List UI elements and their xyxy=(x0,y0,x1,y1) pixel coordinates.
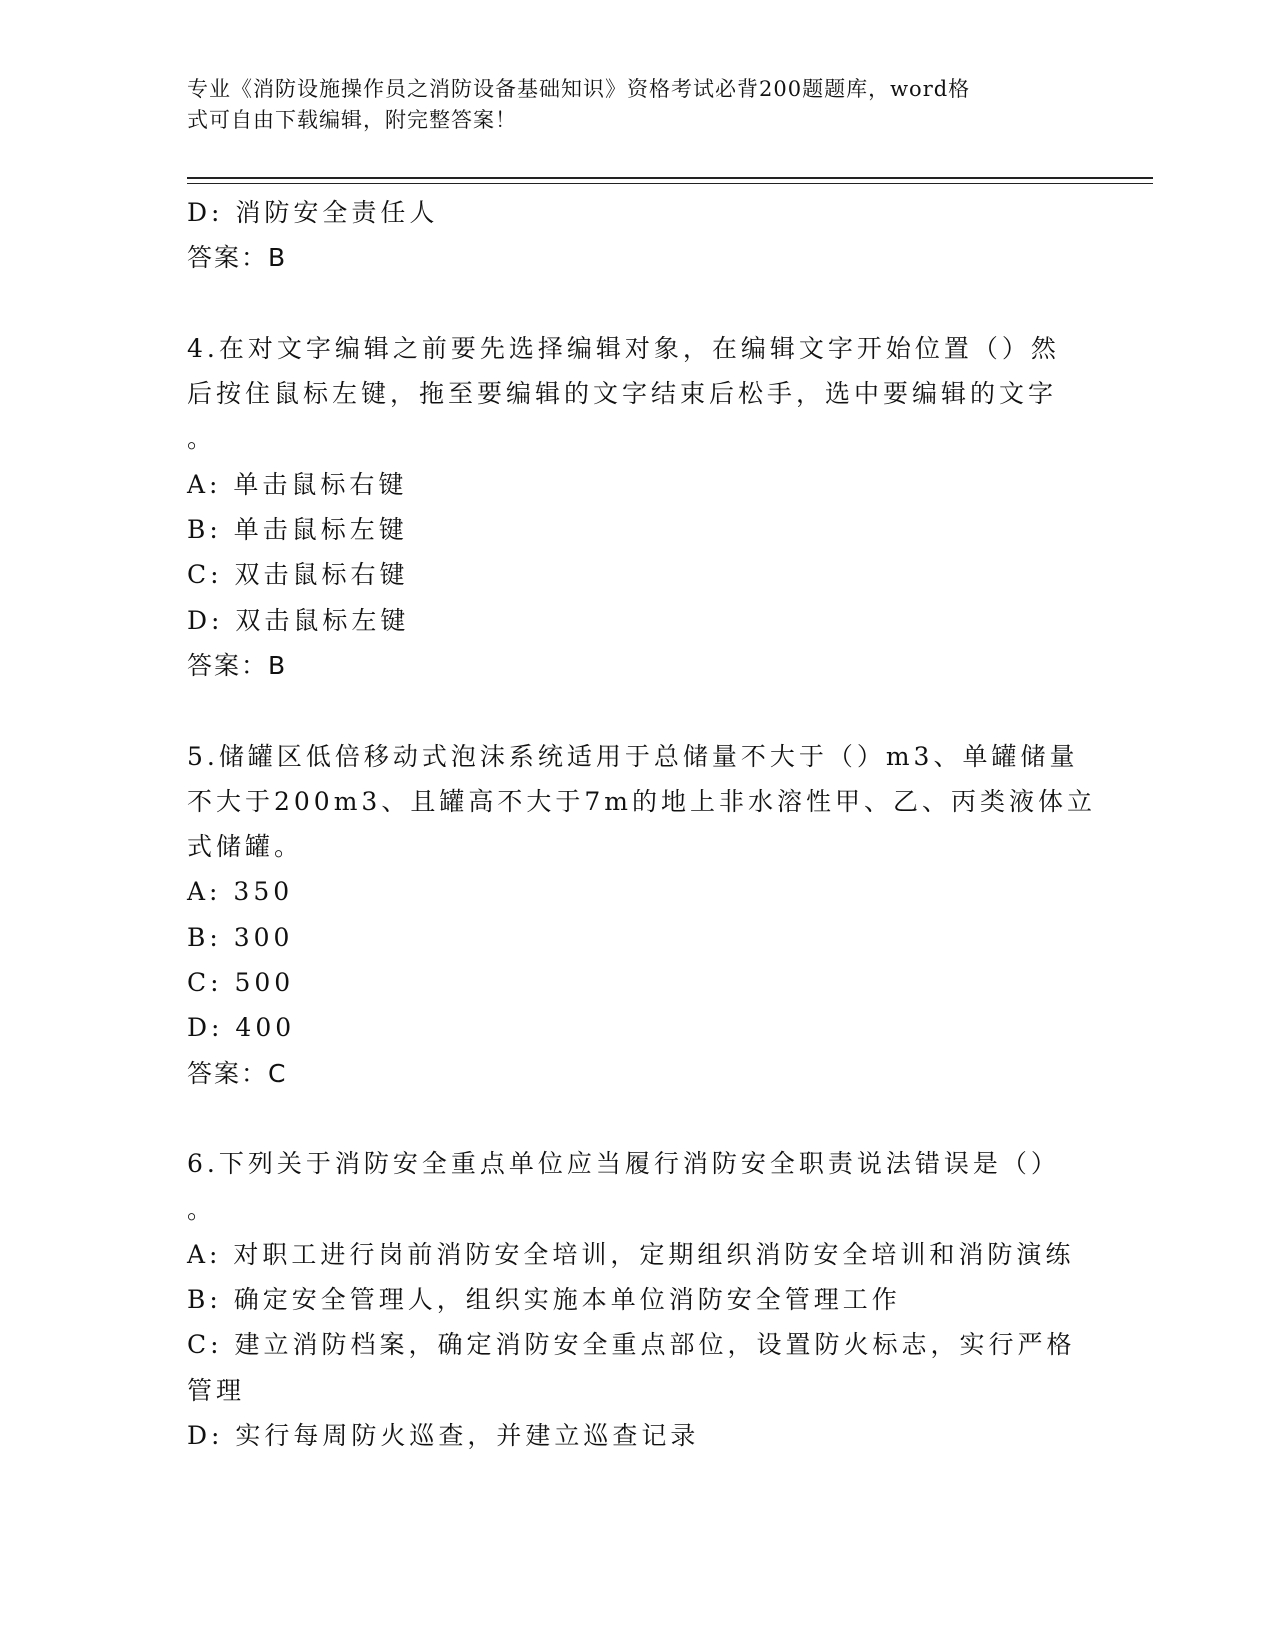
q5-option-a: A: 350 xyxy=(187,877,294,907)
document-header xyxy=(187,74,1067,136)
question-3-tail xyxy=(187,190,1087,281)
q6-stem-line-1: 6.下列关于消防安全重点单位应当履行消防安全职责说法错误是（） xyxy=(187,1149,1060,1179)
header-line-1: 专业《消防设施操作员之消防设备基础知识》资格考试必背200题题库，word格 xyxy=(187,77,971,101)
q6-option-a: A: 对职工进行岗前消防安全培训，定期组织消防安全培训和消防演练 xyxy=(187,1239,1075,1269)
q5-option-c: C: 500 xyxy=(187,968,295,998)
q5-stem-line-2: 不大于200m3、且罐高不大于7m的地上非水溶性甲、乙、丙类液体立 xyxy=(187,786,1096,816)
q6-stem-line-2: 。 xyxy=(187,1194,217,1224)
q6-option-c-line-2: 管理 xyxy=(187,1375,246,1405)
q4-stem-line-1: 4.在对文字编辑之前要先选择编辑对象，在编辑文字开始位置（）然 xyxy=(187,333,1060,363)
q3-option-d: D: 消防安全责任人 xyxy=(187,198,439,227)
header-rule-thin xyxy=(187,183,1153,184)
q4-option-a: A: 单击鼠标右键 xyxy=(187,469,408,499)
question-6 xyxy=(187,1141,1087,1458)
q5-stem-line-1: 5.储罐区低倍移动式泡沫系统适用于总储量不大于（）m3、单罐储量 xyxy=(187,741,1079,771)
q3-answer: 答案：B xyxy=(187,243,288,273)
q5-answer: 答案：C xyxy=(187,1058,288,1088)
header-line-2: 式可自由下载编辑，附完整答案！ xyxy=(187,108,517,132)
q4-option-b: B: 单击鼠标左键 xyxy=(187,515,408,545)
question-5 xyxy=(187,734,1096,1096)
question-4 xyxy=(187,326,1087,688)
q5-stem-line-3: 式储罐。 xyxy=(187,832,304,862)
q4-option-d: D: 双击鼠标左键 xyxy=(187,605,410,635)
q4-stem-line-3: 。 xyxy=(187,424,217,454)
document-body xyxy=(187,190,1096,1458)
q6-option-d: D: 实行每周防火巡查，并建立巡查记录 xyxy=(187,1421,700,1451)
q4-option-c: C: 双击鼠标右键 xyxy=(187,560,409,590)
q4-answer: 答案：B xyxy=(187,650,288,680)
q5-option-b: B: 300 xyxy=(187,922,294,952)
q5-option-d: D: 400 xyxy=(187,1013,296,1043)
q6-option-b: B: 确定安全管理人，组织实施本单位消防安全管理工作 xyxy=(187,1285,901,1315)
q6-option-c-line-1: C: 建立消防档案，确定消防安全重点部位，设置防火标志，实行严格 xyxy=(187,1330,1076,1360)
header-rule-thick xyxy=(187,177,1153,179)
q4-stem-line-2: 后按住鼠标左键，拖至要编辑的文字结束后松手，选中要编辑的文字 xyxy=(187,379,1058,409)
